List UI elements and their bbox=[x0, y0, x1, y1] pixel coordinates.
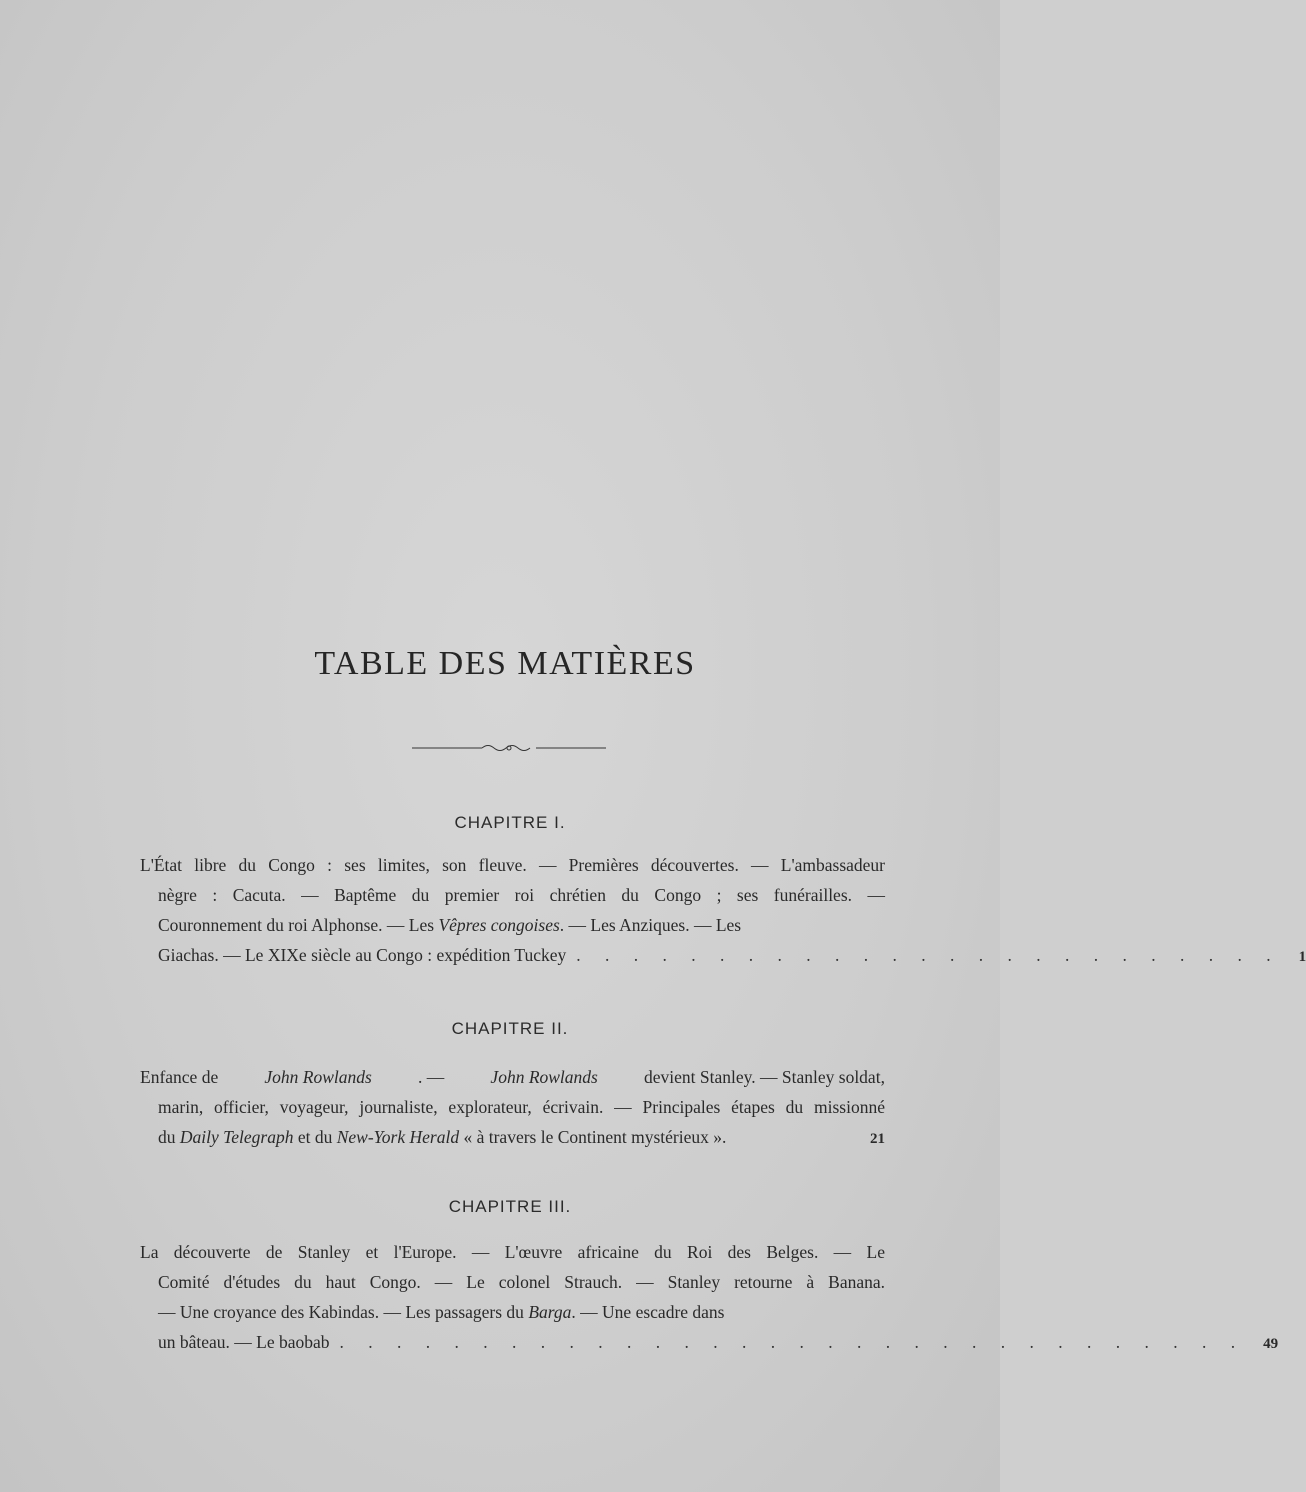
toc-line bbox=[140, 1267, 885, 1297]
toc-text: du Daily Telegraph et du New-York Herald « à travers le Continent mystérieux ». bbox=[158, 1127, 727, 1147]
toc-line bbox=[140, 1062, 885, 1092]
toc-line bbox=[140, 1327, 1279, 1359]
toc-line bbox=[140, 1297, 885, 1327]
page-number: 49 bbox=[1263, 1336, 1279, 1352]
toc-line bbox=[140, 1237, 885, 1267]
chapter-1-entry bbox=[140, 850, 1306, 972]
toc-text: marin, officier, voyageur, journaliste, explorateur, écrivain. — Principales étapes du missionné bbox=[158, 1097, 885, 1117]
chapter-2-heading: CHAPITRE II. bbox=[451, 1019, 569, 1038]
chapter-3-entry bbox=[140, 1237, 1279, 1359]
toc-line bbox=[140, 1092, 885, 1122]
toc-text: — Une croyance des Kabindas. — Les passagers du Barga. — Une escadre dans bbox=[158, 1302, 725, 1322]
toc-text: La découverte de Stanley et l'Europe. — L'œuvre africaine du Roi des Belges. — Le bbox=[140, 1242, 885, 1262]
toc-text: Couronnement du roi Alphonse. — Les Vêpres congoises. — Les Anziques. — Les bbox=[158, 915, 742, 935]
toc-text: un bâteau. — Le baobab bbox=[158, 1332, 330, 1352]
toc-italic-text: John Rowlands bbox=[264, 1067, 372, 1087]
toc-text: Enfance de bbox=[140, 1067, 219, 1087]
leader-dots: . . . . . . . . . . . . . . . . . . . . . . . . . . . . . . . . bbox=[339, 1332, 1246, 1352]
page-title: TABLE DES MATIÈRES bbox=[314, 645, 696, 682]
toc-italic-text: Barga bbox=[528, 1302, 572, 1322]
chapter-3-heading: CHAPITRE III. bbox=[448, 1197, 572, 1216]
toc-text: devient Stanley. — Stanley soldat, bbox=[644, 1067, 885, 1087]
toc-line bbox=[140, 910, 885, 940]
chapter-2-entry bbox=[140, 1062, 885, 1154]
toc-line bbox=[140, 940, 1306, 972]
chapter-1-heading: CHAPITRE I. bbox=[454, 813, 566, 832]
toc-text: L'État libre du Congo : ses limites, son fleuve. — Premières découvertes. — L'ambassadeur bbox=[140, 855, 885, 875]
toc-line bbox=[140, 880, 885, 910]
toc-text: nègre : Cacuta. — Baptême du premier roi chrétien du Congo ; ses funérailles. — bbox=[158, 885, 885, 905]
toc-italic-text: John Rowlands bbox=[490, 1067, 598, 1087]
page-number: 21 bbox=[870, 1131, 885, 1147]
toc-italic-text: New-York Herald bbox=[336, 1127, 460, 1147]
toc-text: Giachas. — Le XIXe siècle au Congo : expédition Tuckey bbox=[158, 945, 567, 965]
toc-text: Comité d'études du haut Congo. — Le colonel Strauch. — Stanley retourne à Banana. bbox=[158, 1272, 885, 1292]
toc-line bbox=[140, 1122, 885, 1154]
ornament-divider bbox=[412, 738, 606, 758]
leader-dots: . . . . . . . . . . . . . . . . . . . . . . . . . bbox=[576, 945, 1281, 965]
page-number: 1 bbox=[1298, 949, 1306, 965]
toc-italic-text: Daily Telegraph bbox=[179, 1127, 294, 1147]
toc-italic-text: Vêpres congoises bbox=[438, 915, 560, 935]
toc-line bbox=[140, 850, 885, 880]
toc-text: . — bbox=[418, 1067, 445, 1087]
